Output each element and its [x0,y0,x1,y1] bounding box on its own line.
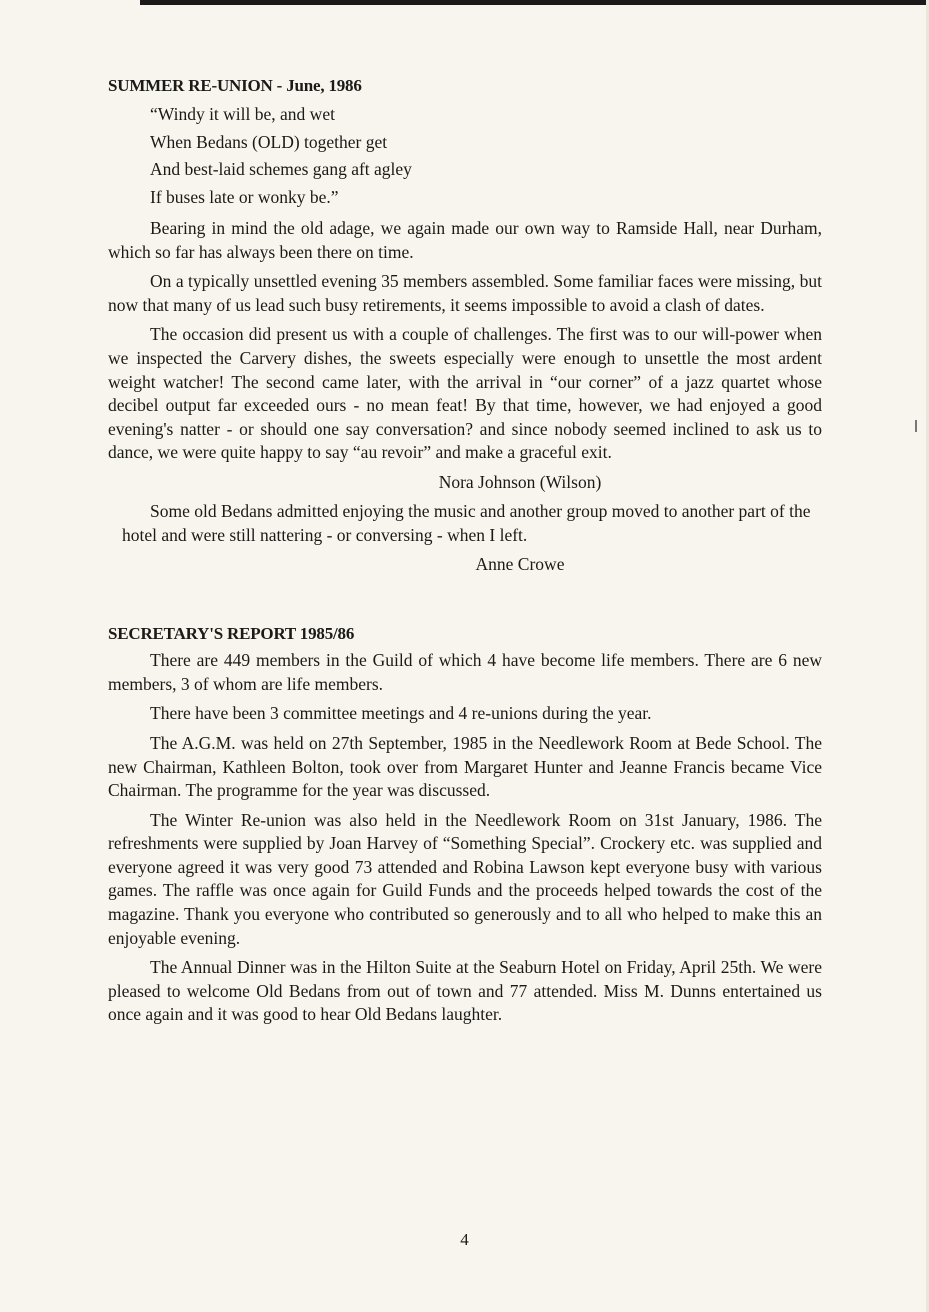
page-content [108,74,822,1033]
paragraph: There are 449 members in the Guild of which 4 have become life members. There are 6 new members, 3 of whom are life members. [108,650,822,694]
paragraph: The occasion did present us with a couple of challenges. The first was to our will-power when we inspected the Carvery dishes, the sweets especially were enough to unsettle the most ardent weight watcher! The second came later, with the arrival in “our corner” of a jazz quartet whose decibel output far exceeded ours - no mean feat! By that time, however, we had enjoyed a good evening's natter - or should one say conversation? and since nobody seemed inclined to ask us to dance, we were quite happy to say “au revoir” and make a graceful exit. [108,324,822,463]
paragraph: The Annual Dinner was in the Hilton Suite at the Seaburn Hotel on Friday, April 25th. We were pleased to welcome Old Bedans from out of town and 77 attended. Miss M. Dunns entertained us once again and it was good to hear Old Bedans laughter. [108,957,822,1025]
paragraph: Bearing in mind the old adage, we again made our own way to Ramside Hall, near Durham, which so far has always been there on time. [108,218,822,262]
verse-line: And best-laid schemes gang aft agley [150,159,412,179]
paragraph: The A.G.M. was held on 27th September, 1985 in the Needlework Room at Bede School. The new Chairman, Kathleen Bolton, took over from Margaret Hunter and Jeanne Francis became Vice Chairman. The programme for the year was discussed. [108,732,822,801]
verse-line: If buses late or wonky be.” [150,186,339,207]
verse-line: When Bedans (OLD) together get [150,131,388,152]
paragraph: On a typically unsettled evening 35 members assembled. Some familiar faces were missing, but now that many of us lead such busy retirements, it seems impossible to avoid a clash of dates. [108,271,822,315]
verse [108,101,822,211]
signature-anne-crowe: Anne Crowe [475,554,565,575]
paragraph: The Winter Re-union was also held in the Needlework Room on 31st January, 1986. The refreshments were supplied by Joan Harvey of “Something Special”. Crockery etc. was supplied and everyone agreed it was very good 73 attended and Robina Lawson kept everyone busy with various games. The raffle was once again for Guild Funds and the proceeds helped towards the cost of the magazine. Thank you everyone who contributed so generously and to all who helped to make this an enjoyable evening. [108,809,822,948]
signature-nora-johnson: Nora Johnson (Wilson) [438,471,602,492]
secretary-report-heading: SECRETARY'S REPORT 1985/86 [108,624,355,644]
top-rule [140,0,929,5]
scan-speck [915,420,917,432]
verse-line: “Windy it will be, and wet [150,104,335,124]
section-gap [108,582,822,622]
summer-reunion-heading: SUMMER RE-UNION - June, 1986 [108,76,362,95]
addendum-paragraph: Some old Bedans admitted enjoying the music and another group moved to another part of the hotel and were still nattering - or conversing - when I left. [122,500,811,545]
page-number: 4 [460,1230,469,1249]
summer-reunion-section [108,74,822,576]
secretary-report-section [108,622,822,1027]
paragraph: There have been 3 committee meetings and 4 re-unions during the year. [150,703,652,724]
